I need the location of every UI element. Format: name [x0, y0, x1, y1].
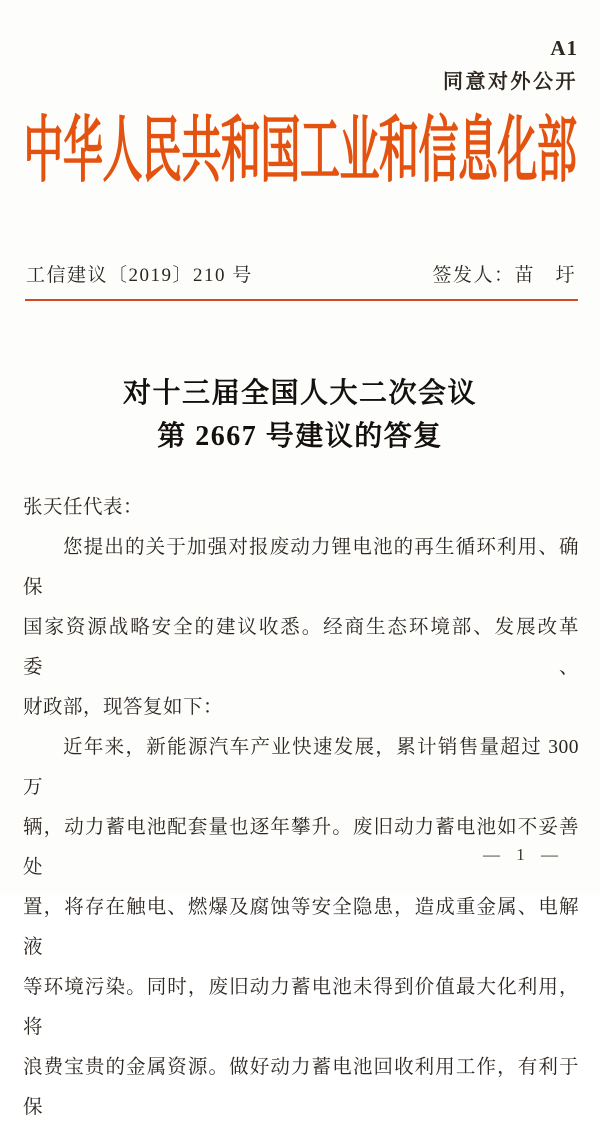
body-line: 国家资源战略安全的建议收悉。经商生态环境部、发展改革委、 — [23, 617, 579, 678]
body-line: 您提出的关于加强对报废动力锂电池的再生循环利用、确保 — [23, 537, 579, 598]
document-title-line1: 对十三届全国人大二次会议 — [122, 378, 477, 409]
issuer-masthead: 中华人民共和国工业和信息化部 — [23, 110, 577, 192]
disclosure-label: 同意对外公开 — [443, 71, 578, 93]
page-number: — 1 — — [483, 845, 564, 864]
signer-label: 签发人： — [432, 265, 515, 286]
document-title — [0, 372, 600, 458]
separator-rule — [25, 299, 578, 301]
classification-block — [443, 36, 578, 94]
body-line: 财政部，现答复如下： — [23, 697, 224, 718]
body-line: 张天任代表： — [23, 497, 144, 518]
signer-block — [432, 260, 576, 287]
docnumber-row — [26, 260, 576, 287]
document-body — [23, 488, 579, 1128]
body-line: 等环境污染。同时，废旧动力蓄电池未得到价值最大化利用，将 — [23, 977, 579, 1038]
classification-label: A1 — [550, 36, 578, 60]
body-line: 浪费宝贵的金属资源。做好动力蓄电池回收利用工作，有利于保 — [23, 1057, 579, 1118]
body-line: 置，将存在触电、燃爆及腐蚀等安全隐患，造成重金属、电解液 — [23, 897, 579, 958]
body-line: 近年来，新能源汽车产业快速发展，累计销售量超过 300 万 — [23, 737, 579, 798]
document-title-line2: 第 2667 号建议的答复 — [157, 421, 443, 452]
body-line: 辆，动力蓄电池配套量也逐年攀升。废旧动力蓄电池如不妥善处 — [23, 817, 579, 878]
document-number: 工信建议〔2019〕210 号 — [26, 265, 253, 286]
signer-name: 苗 圩 — [514, 265, 576, 286]
